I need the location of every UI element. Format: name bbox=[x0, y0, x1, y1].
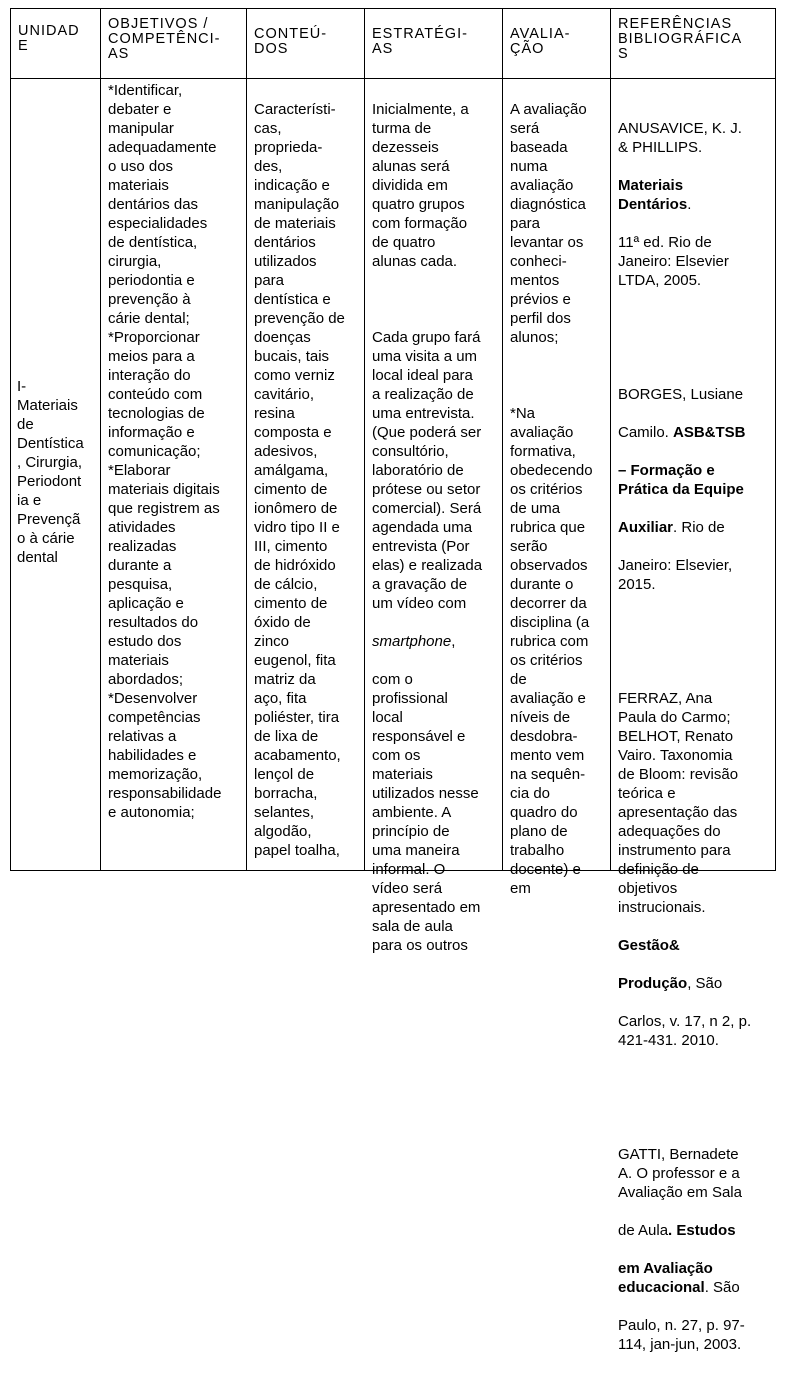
punctuation: . São bbox=[704, 1279, 740, 1296]
text-line: de lixa de bbox=[254, 728, 319, 745]
avaliacao-paragraph bbox=[510, 404, 609, 898]
text-line: amálgama, bbox=[254, 462, 329, 479]
text-line: em Avaliação bbox=[618, 1260, 713, 1277]
text-line: Vairo. Taxonomia bbox=[618, 747, 733, 764]
text-line: *Proporcionar bbox=[108, 329, 200, 346]
text-line: e autonomia; bbox=[108, 804, 195, 821]
text-line: laboratório de bbox=[372, 462, 464, 479]
text-line: relativas a bbox=[108, 728, 177, 745]
text-line: decorrer da bbox=[510, 595, 587, 612]
text-line: Materiais bbox=[17, 397, 78, 414]
text-line: quatro grupos bbox=[372, 196, 465, 213]
header-estrategias: ESTRATÉGI- AS bbox=[372, 26, 468, 57]
column-divider bbox=[775, 8, 776, 871]
text-line: para bbox=[510, 215, 541, 232]
text-line: objetivos bbox=[618, 880, 678, 897]
text-line: resultados do bbox=[108, 614, 199, 631]
text-line: Prevençã bbox=[17, 511, 81, 528]
conteudos-cell bbox=[254, 100, 363, 870]
text-line: instrumento para bbox=[618, 842, 731, 859]
text-line: níveis de bbox=[510, 709, 571, 726]
text-line: apresentado em bbox=[372, 899, 481, 916]
text-line: *Elaborar bbox=[108, 462, 171, 479]
text-line: Característi- bbox=[254, 101, 336, 118]
header-unidade: UNIDAD E bbox=[18, 23, 80, 54]
text-line: alunas será bbox=[372, 158, 450, 175]
text-line: instrucionais. bbox=[618, 899, 706, 916]
text-line: dental bbox=[17, 549, 58, 566]
text-line: comunicação; bbox=[108, 443, 201, 460]
text-line: informal. O bbox=[372, 861, 446, 878]
text-line: trabalho bbox=[510, 842, 565, 859]
text-line: acabamento, bbox=[254, 747, 341, 764]
text-line: Avaliação em Sala bbox=[618, 1184, 742, 1201]
text-line: & PHILLIPS. bbox=[618, 139, 703, 156]
text-line: princípio de bbox=[372, 823, 450, 840]
estrategias-paragraph bbox=[372, 670, 502, 955]
estrategias-cell bbox=[372, 81, 502, 954]
text-line: de cálcio, bbox=[254, 576, 318, 593]
text-line: bucais, tais bbox=[254, 348, 330, 365]
text-line: Cada grupo fará bbox=[372, 329, 481, 346]
text-line: estudo dos bbox=[108, 633, 182, 650]
text-line: mentos bbox=[510, 272, 560, 289]
text-line: des, bbox=[254, 158, 283, 175]
text-line: ionômero de bbox=[254, 500, 338, 517]
text-line: A. O professor e a bbox=[618, 1165, 740, 1182]
text-line: (Que poderá ser bbox=[372, 424, 482, 441]
text-line: Paula do Carmo; bbox=[618, 709, 731, 726]
text-line: agendada uma bbox=[372, 519, 473, 536]
text-line: os critérios bbox=[510, 481, 583, 498]
avaliacao-cell bbox=[510, 81, 609, 897]
text-line: cárie dental; bbox=[108, 310, 190, 327]
text-line: especialidades bbox=[108, 215, 208, 232]
text-line: responsabilidade bbox=[108, 785, 222, 802]
text-line: adequações do bbox=[618, 823, 721, 840]
text-line: de dentística, bbox=[108, 234, 198, 251]
text-line: numa bbox=[510, 158, 548, 175]
text-line: 421-431. 2010. bbox=[618, 1032, 719, 1049]
text-line: cas, bbox=[254, 120, 282, 137]
text-line: composta e bbox=[254, 424, 332, 441]
column-divider bbox=[246, 8, 247, 871]
text-line: realizadas bbox=[108, 538, 177, 555]
text-line: Paulo, n. 27, p. 97- bbox=[618, 1317, 745, 1334]
text-line: uma entrevista. bbox=[372, 405, 475, 422]
text-line: FERRAZ, Ana bbox=[618, 690, 713, 707]
text-line: tecnologias de bbox=[108, 405, 205, 422]
text-line: habilidades e bbox=[108, 747, 197, 764]
text-line: manipulação bbox=[254, 196, 340, 213]
text-line: de materiais bbox=[254, 215, 336, 232]
text-line: Dentística bbox=[17, 435, 84, 452]
text-line: Inicialmente, a bbox=[372, 101, 469, 118]
text-line: durante a bbox=[108, 557, 172, 574]
text-line: cavitário, bbox=[254, 386, 315, 403]
text-line: que registrem as bbox=[108, 500, 220, 517]
text-line: manipular bbox=[108, 120, 174, 137]
estrategias-italic-line: smartphone, bbox=[372, 633, 456, 650]
text-line: GATTI, Bernadete bbox=[618, 1146, 739, 1163]
header-conteudos: CONTEÚ- DOS bbox=[254, 26, 328, 57]
text-line: turma de bbox=[372, 120, 432, 137]
text-line: vídeo será bbox=[372, 880, 443, 897]
text-line: na sequên- bbox=[510, 766, 586, 783]
text-line: o à cárie bbox=[17, 530, 75, 547]
text-line: cia do bbox=[510, 785, 551, 802]
text-line: poliéster, tira bbox=[254, 709, 340, 726]
column-divider bbox=[364, 8, 365, 871]
text-line: docente) e bbox=[510, 861, 581, 878]
text-line: com formação bbox=[372, 215, 468, 232]
text-line: alunos; bbox=[510, 329, 559, 346]
reference-borges: BORGES, Lusiane Camilo. ASB&TSB – Formação e Prática da Equipe Auxiliar. Rio de Janeiro: Elsevier, 2015. bbox=[618, 366, 775, 613]
text-line: I- bbox=[17, 378, 27, 395]
text-line: adequadamente bbox=[108, 139, 217, 156]
text-line: materiais bbox=[108, 652, 169, 669]
text-line: *Identificar, bbox=[108, 82, 183, 99]
text-line: conteúdo com bbox=[108, 386, 203, 403]
text-line: a gravação de bbox=[372, 576, 468, 593]
text-line: III, cimento bbox=[254, 538, 328, 555]
estrategias-paragraph bbox=[372, 100, 502, 271]
text-line: ia e bbox=[17, 492, 42, 509]
referencias-cell bbox=[618, 81, 775, 1353]
text-line: de quatro bbox=[372, 234, 436, 251]
text-line: avaliação bbox=[510, 177, 574, 194]
text-line: *Na bbox=[510, 405, 536, 422]
header-divider bbox=[10, 78, 776, 79]
text-line: com o bbox=[372, 671, 413, 688]
text-line: alunas cada. bbox=[372, 253, 458, 270]
text-line: de hidróxido bbox=[254, 557, 336, 574]
text-line: a realização de bbox=[372, 386, 474, 403]
text-line: algodão, bbox=[254, 823, 312, 840]
text-line: cimento de bbox=[254, 595, 328, 612]
text-line: aplicação e bbox=[108, 595, 184, 612]
text-line: BORGES, Lusiane bbox=[618, 386, 744, 403]
text-line: Janeiro: Elsevier, bbox=[618, 557, 733, 574]
text-line: cimento de bbox=[254, 481, 328, 498]
text-line: o uso dos bbox=[108, 158, 174, 175]
text-line: A avaliação bbox=[510, 101, 587, 118]
punctuation: . bbox=[687, 196, 692, 213]
text-line: 11ª ed. Rio de bbox=[618, 234, 712, 251]
text-line: com os bbox=[372, 747, 421, 764]
text-line: avaliação bbox=[510, 424, 574, 441]
text-line: mento vem bbox=[510, 747, 585, 764]
text-line: materiais digitais bbox=[108, 481, 220, 498]
text-line: Prática da Equipe bbox=[618, 481, 744, 498]
reference-gatti: GATTI, Bernadete A. O professor e a Avaliação em Sala de Aula. Estudos em Avaliação educacional. São Paulo, n. 27, p. 97- 114, jan-jun, 2003. bbox=[618, 1126, 775, 1373]
text-line: 2015. bbox=[618, 576, 656, 593]
text-line: rubrica com bbox=[510, 633, 589, 650]
estrategias-paragraph bbox=[372, 328, 502, 613]
text-line: Materiais bbox=[618, 177, 684, 194]
text-line: materiais bbox=[108, 177, 169, 194]
objetivos-cell bbox=[108, 81, 245, 870]
text-line: dezesseis bbox=[372, 139, 439, 156]
text-line: levantar os bbox=[510, 234, 584, 251]
column-divider bbox=[100, 8, 101, 871]
text-line: competências bbox=[108, 709, 201, 726]
table-border-top bbox=[10, 8, 776, 9]
text-line: comercial). Será bbox=[372, 500, 482, 517]
text-line: uma visita a um bbox=[372, 348, 478, 365]
text-line: memorização, bbox=[108, 766, 203, 783]
header-referencias: REFERÊNCIAS BIBLIOGRÁFICA S bbox=[618, 16, 743, 62]
text-line: LTDA, 2005. bbox=[618, 272, 702, 289]
text-line: vidro tipo II e bbox=[254, 519, 340, 536]
text-line: durante o bbox=[510, 576, 574, 593]
reference-anusavice bbox=[618, 100, 775, 309]
text-line: ANUSAVICE, K. J. bbox=[618, 120, 742, 137]
text-line: teórica e bbox=[618, 785, 676, 802]
text-line: matriz da bbox=[254, 671, 316, 688]
text-line: , Cirurgia, bbox=[17, 454, 83, 471]
text-line: de uma bbox=[510, 500, 561, 517]
text-line: doenças bbox=[254, 329, 311, 346]
text-line: uma maneira bbox=[372, 842, 460, 859]
text-line: plano de bbox=[510, 823, 568, 840]
text-line: sala de aula bbox=[372, 918, 453, 935]
text-line: responsável e bbox=[372, 728, 466, 745]
text-line: interação do bbox=[108, 367, 191, 384]
text-line: educacional bbox=[618, 1279, 705, 1296]
text-line: utilizados nesse bbox=[372, 785, 479, 802]
text-line: em bbox=[510, 880, 531, 897]
header-objetivos: OBJETIVOS / COMPETÊNCI- AS bbox=[108, 16, 221, 62]
text-line: abordados; bbox=[108, 671, 184, 688]
text-line: *Desenvolver bbox=[108, 690, 198, 707]
text-line: dentários das bbox=[108, 196, 199, 213]
text-line: quadro do bbox=[510, 804, 578, 821]
text-line: periodontia e bbox=[108, 272, 195, 289]
text-line: rubrica que bbox=[510, 519, 586, 536]
text-line: serão bbox=[510, 538, 548, 555]
text-line: ambiente. A bbox=[372, 804, 452, 821]
text-line: Carlos, v. 17, n 2, p. bbox=[618, 1013, 752, 1030]
text-line: BELHOT, Renato bbox=[618, 728, 734, 745]
text-line: pesquisa, bbox=[108, 576, 173, 593]
text-line: borracha, bbox=[254, 785, 318, 802]
text-line: zinco bbox=[254, 633, 290, 650]
text-line: proprieda- bbox=[254, 139, 323, 156]
text-line: atividades bbox=[108, 519, 176, 536]
avaliacao-paragraph bbox=[510, 100, 609, 347]
text-line: prevenção de bbox=[254, 310, 345, 327]
text-line: elas) e realizada bbox=[372, 557, 483, 574]
text-line: disciplina (a bbox=[510, 614, 590, 631]
text-line: conheci- bbox=[510, 253, 567, 270]
text-line: observados bbox=[510, 557, 588, 574]
unidade-cell bbox=[17, 377, 99, 567]
text-line: aço, fita bbox=[254, 690, 307, 707]
text-line: cirurgia, bbox=[108, 253, 162, 270]
text-line: papel toalha, bbox=[254, 842, 340, 859]
text-line: entrevista (Por bbox=[372, 538, 470, 555]
text-line: definição de bbox=[618, 861, 699, 878]
text-line: local bbox=[372, 709, 403, 726]
text-line: Periodont bbox=[17, 473, 82, 490]
text-line: local ideal para bbox=[372, 367, 473, 384]
text-line: desdobra- bbox=[510, 728, 578, 745]
text-line: obedecendo bbox=[510, 462, 593, 479]
column-divider bbox=[10, 8, 11, 871]
text-line: meios para a bbox=[108, 348, 195, 365]
text-line: utilizados bbox=[254, 253, 317, 270]
text-line: lençol de bbox=[254, 766, 315, 783]
text-line: resina bbox=[254, 405, 295, 422]
text-line: prótese ou setor bbox=[372, 481, 481, 498]
text-line: os critérios bbox=[510, 652, 583, 669]
text-line: para bbox=[254, 272, 285, 289]
text-line: como verniz bbox=[254, 367, 335, 384]
text-line: avaliação e bbox=[510, 690, 586, 707]
text-line: será bbox=[510, 120, 540, 137]
text-line: prévios e bbox=[510, 291, 571, 308]
text-line: Janeiro: Elsevier bbox=[618, 253, 729, 270]
text-line: Dentários bbox=[618, 196, 688, 213]
column-divider bbox=[502, 8, 503, 871]
text-line: de Bloom: revisão bbox=[618, 766, 739, 783]
text-line: consultório, bbox=[372, 443, 449, 460]
text-line: perfil dos bbox=[510, 310, 571, 327]
text-line: óxido de bbox=[254, 614, 311, 631]
text-line: para os outros bbox=[372, 937, 468, 954]
text-line: indicação e bbox=[254, 177, 330, 194]
text-line: dentários bbox=[254, 234, 316, 251]
text-line: informação e bbox=[108, 424, 195, 441]
text-line: diagnóstica bbox=[510, 196, 586, 213]
column-divider bbox=[610, 8, 611, 871]
reference-ferraz: FERRAZ, Ana Paula do Carmo; BELHOT, Renato Vairo. Taxonomia de Bloom: revisão teórica e apresentação das adequações do instrumento para definição de objetivos instrucionais. Gestão& Produção, São Carlos, v. 17, n 2, p. 421-431. 2010. bbox=[618, 670, 775, 1069]
text-line: 114, jan-jun, 2003. bbox=[618, 1336, 742, 1353]
text-line: baseada bbox=[510, 139, 568, 156]
header-avaliacao: AVALIA- ÇÃO bbox=[510, 26, 571, 57]
text-line: adesivos, bbox=[254, 443, 318, 460]
text-line: formativa, bbox=[510, 443, 576, 460]
text-line: de bbox=[510, 671, 527, 688]
text-line: – Formação e bbox=[618, 462, 715, 479]
text-line: prevenção à bbox=[108, 291, 191, 308]
text-line: materiais bbox=[372, 766, 433, 783]
text-line: profissional bbox=[372, 690, 448, 707]
text-line: apresentação das bbox=[618, 804, 738, 821]
text-line: dentística e bbox=[254, 291, 331, 308]
text-line: de bbox=[17, 416, 34, 433]
text-line: dividida em bbox=[372, 177, 448, 194]
text-line: debater e bbox=[108, 101, 172, 118]
text-line: um vídeo com bbox=[372, 595, 467, 612]
text-line: selantes, bbox=[254, 804, 315, 821]
text-line: eugenol, fita bbox=[254, 652, 336, 669]
